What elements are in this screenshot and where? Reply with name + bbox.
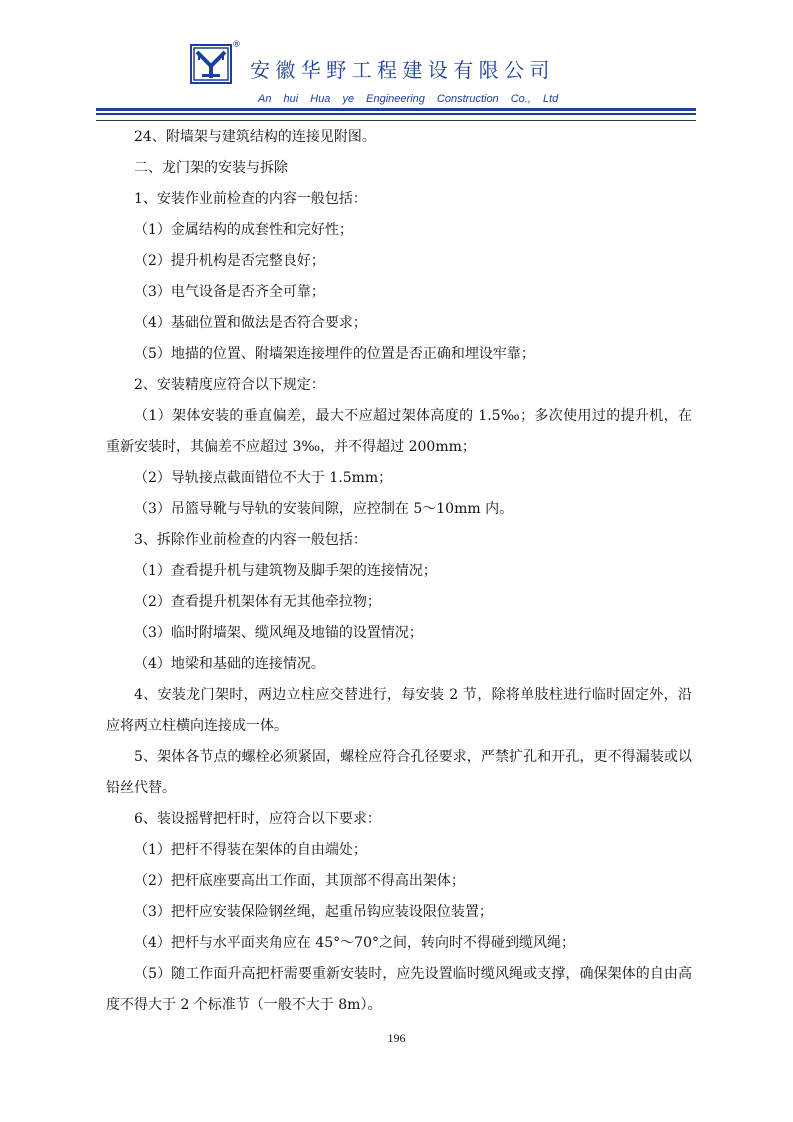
list-item: （3）临时附墙架、缆风绳及地锚的设置情况； xyxy=(134,625,423,641)
company-logo xyxy=(190,44,232,84)
page-number: 196 xyxy=(387,1031,406,1045)
list-item: （2）查看提升机架体有无其他牵拉物； xyxy=(134,594,381,610)
header-rule-thin xyxy=(96,113,696,115)
company-name-chinese: 安徽华野工程建设有限公司 xyxy=(250,58,555,82)
list-item: （2）把杆底座要高出工作面，其顶部不得高出架体； xyxy=(134,873,465,889)
list-item: （5）随工作面升高把杆需要重新安装时，应先设置临时缆风绳或支撑，确保架体的自由高度不得大于 2 个标准节（一般不大于 8m）。 xyxy=(106,966,692,1013)
list-item: （4）基础位置和做法是否符合要求； xyxy=(134,315,367,331)
paragraph: 5、架体各节点的螺栓必须紧固，螺栓应符合孔径要求，严禁扩孔和开孔，更不得漏装或以铅丝代替。 xyxy=(106,749,692,796)
paragraph: 6、装设摇臂把杆时，应符合以下要求： xyxy=(134,811,381,827)
registered-mark: ® xyxy=(232,40,241,50)
header-rule-dark xyxy=(96,120,696,121)
paragraph: 4、安装龙门架时，两边立柱应交替进行，每安装 2 节，除将单肢柱进行临时固定外，沿应将两立柱横向连接成一体。 xyxy=(106,687,692,734)
list-item: （1）金属结构的成套性和完好性； xyxy=(134,222,353,238)
letterhead xyxy=(0,0,793,125)
header-rule-thick xyxy=(96,108,696,111)
section-heading: 二、龙门架的安装与拆除 xyxy=(134,160,288,176)
list-item: （3）把杆应安装保险钢丝绳，起重吊钩应装设限位装置； xyxy=(134,904,493,920)
logo-emblem-icon xyxy=(192,46,230,82)
list-item: （3）电气设备是否齐全可靠； xyxy=(134,284,325,300)
list-item: （1）把杆不得装在架体的自由端处； xyxy=(134,842,367,858)
list-item: （2）提升机构是否完整良好； xyxy=(134,253,325,269)
paragraph: 3、拆除作业前检查的内容一般包括： xyxy=(134,532,367,548)
list-item: （4）把杆与水平面夹角应在 45°～70°之间，转向时不得碰到缆风绳； xyxy=(134,935,575,951)
list-item: （1）查看提升机与建筑物及脚手架的连接情况； xyxy=(134,563,437,579)
paragraph: 1、安装作业前检查的内容一般包括： xyxy=(134,191,367,207)
list-item: （1）架体安装的垂直偏差，最大不应超过架体高度的 1.5‰；多次使用过的提升机，在重新安装时，其偏差不应超过 3‰，并不得超过 200mm； xyxy=(106,408,692,455)
list-item: （2）导轨接点截面错位不大于 1.5mm； xyxy=(134,470,393,486)
list-item: （4）地梁和基础的连接情况。 xyxy=(134,656,325,672)
company-name-english: An hui Hua ye Engineering Construction Co., Ltd xyxy=(258,93,559,105)
document-body xyxy=(106,122,692,1021)
list-item: （5）地描的位置、附墙架连接埋件的位置是否正确和埋设牢靠； xyxy=(134,346,535,362)
list-item: （3）吊篮导靴与导轨的安装间隙，应控制在 5～10mm 内。 xyxy=(134,501,514,517)
paragraph: 24、附墙架与建筑结构的连接见附图。 xyxy=(134,129,376,145)
paragraph: 2、安装精度应符合以下规定： xyxy=(134,377,325,393)
